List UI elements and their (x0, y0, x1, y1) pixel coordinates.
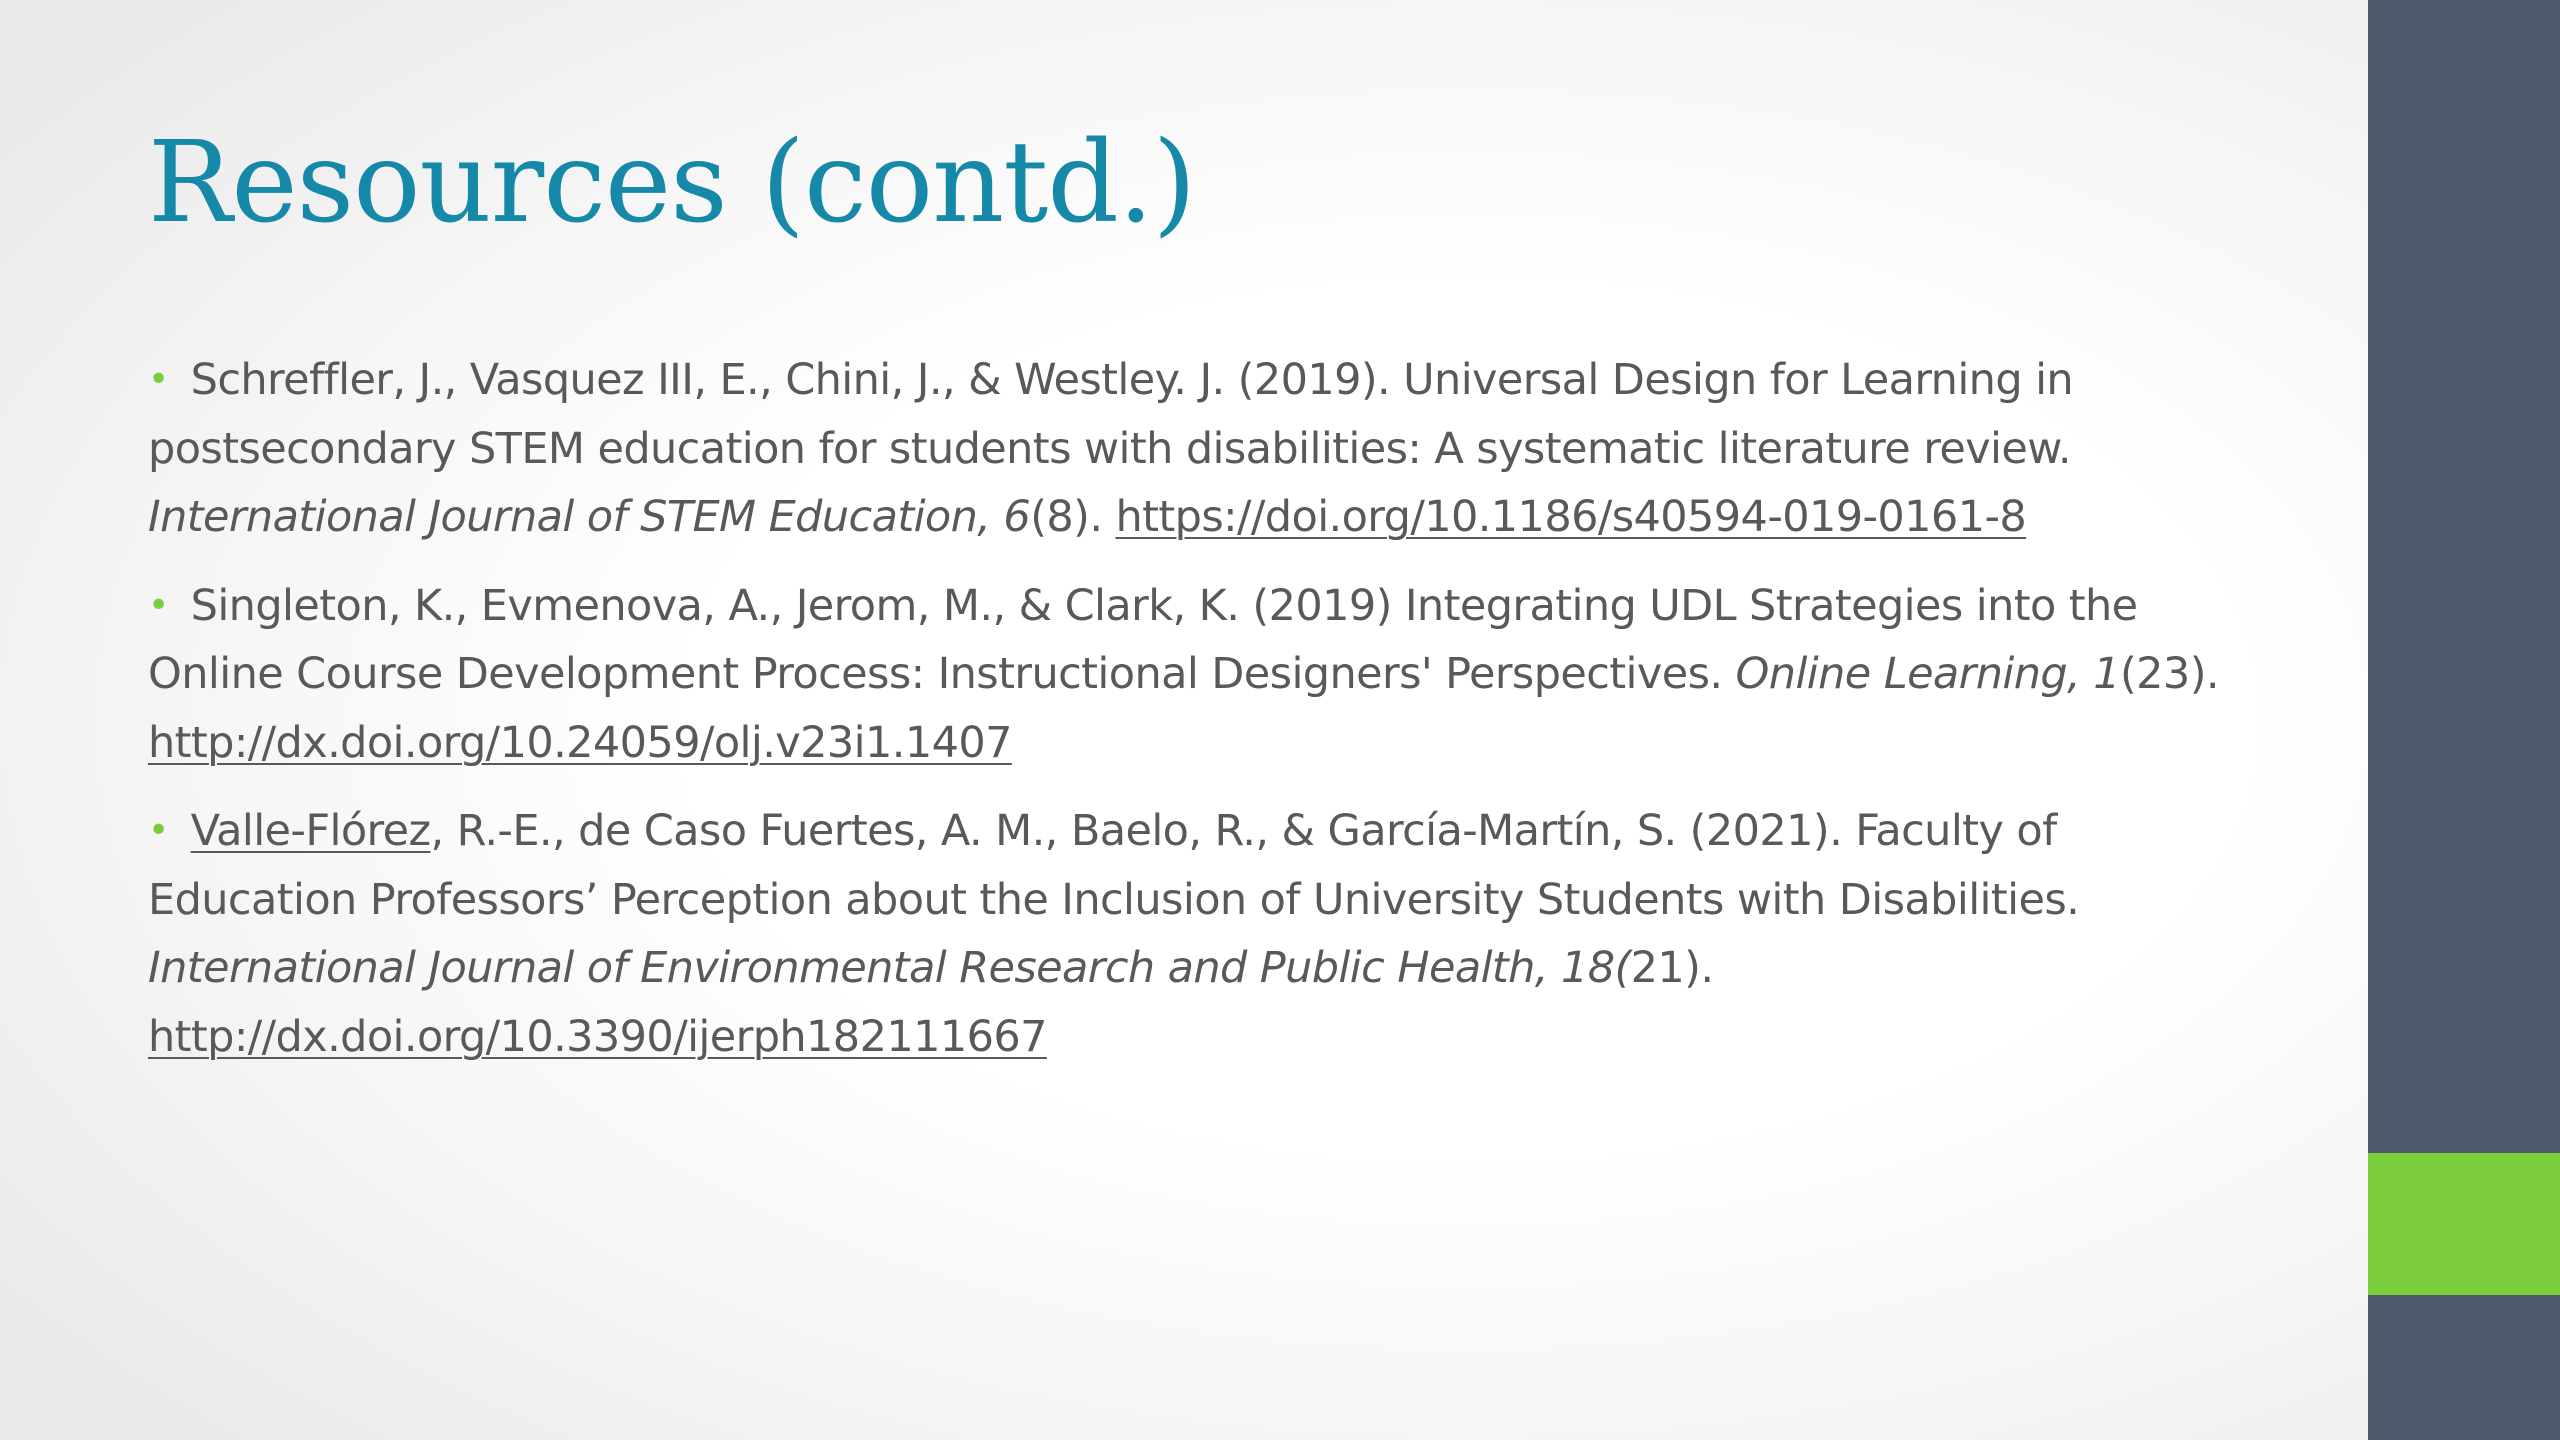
reference-issue: (8). (1030, 492, 1116, 542)
bullet-icon: • (148, 584, 169, 626)
reference-item-singleton (148, 572, 2238, 778)
reference-journal: International Journal of STEM Education, 6 (148, 492, 1031, 542)
reference-authors-title: Singleton, K., Evmenova, A., Jerom, M., & Clark, K. (2019) Integrating UDL Strategies into the Online Course Development Process: Instructional Designers' Perspectives. (148, 580, 2138, 699)
reference-authors-title: , R.-E., de Caso Fuertes, A. M., Baelo, R., & García-Martín, S. (2021). Faculty of Education Professors’ Perception about the Inclusion of University Students with Disabilities. (148, 806, 2080, 925)
reference-doi-link[interactable]: http://dx.doi.org/10.24059/olj.v23i1.1407 (148, 717, 1012, 768)
side-accent-block (2368, 1153, 2560, 1295)
reference-journal: Online Learning, 1 (1735, 649, 2120, 699)
reference-item-schreffler (148, 346, 2238, 552)
reference-doi-link[interactable]: http://dx.doi.org/10.3390/ijerph182111667 (148, 1011, 1047, 1062)
slide-title: Resources (contd.) (148, 118, 1196, 248)
bullet-icon: • (148, 810, 169, 851)
reference-doi-link[interactable]: https://doi.org/10.1186/s40594-019-0161-8 (1115, 492, 2027, 542)
reference-authors-title: Schreffler, J., Vasquez III, E., Chini, J., & Westley. J. (2019). Universal Design for Learning in postsecondary STEM education for students with disabilities: A systematic literature review. (148, 355, 2074, 474)
reference-author-link[interactable]: Valle-Flórez (190, 806, 431, 856)
reference-list (148, 346, 2238, 1091)
reference-journal: International Journal of Environmental Research and Public Health, 18( (148, 943, 1631, 993)
reference-item-valle-florez (148, 797, 2238, 1071)
reference-issue: (23). (2120, 649, 2219, 699)
bullet-icon: • (148, 359, 169, 400)
reference-issue: 21). (1630, 943, 1714, 993)
